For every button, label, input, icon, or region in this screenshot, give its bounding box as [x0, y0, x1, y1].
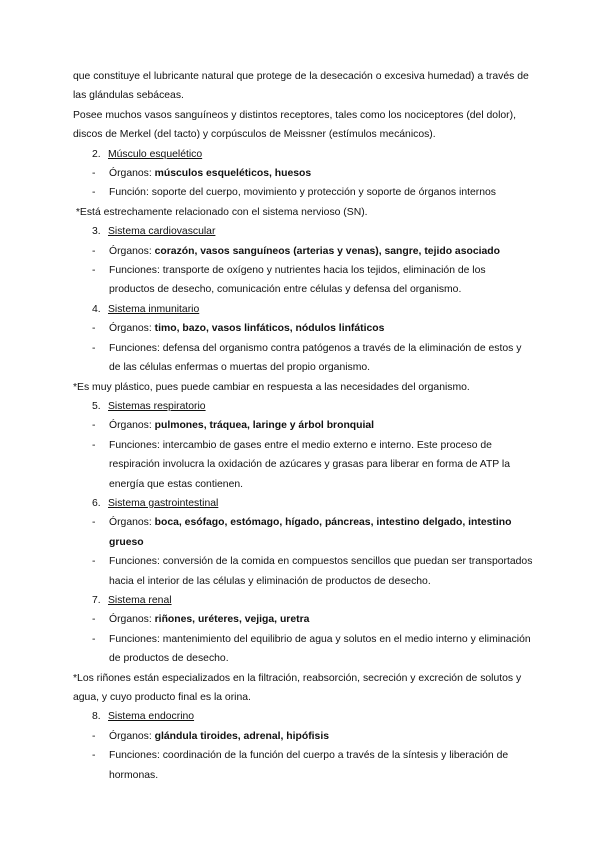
- organs-list: glándula tiroides, adrenal, hipófisis: [154, 730, 330, 742]
- organs-item: [73, 164, 533, 183]
- bullet-dash: -: [92, 420, 96, 432]
- function-item: [73, 746, 533, 785]
- section-title: Sistemas respiratorio: [108, 400, 206, 412]
- section-heading: [73, 494, 533, 513]
- bullet-dash: -: [92, 245, 96, 257]
- section-note: *Es muy plástico, pues puede cambiar en respuesta a las necesidades del organismo.: [73, 381, 470, 393]
- function-label: Funciones:: [109, 556, 163, 568]
- organs-list: riñones, uréteres, vejiga, uretra: [154, 614, 310, 626]
- organs-list: timo, bazo, vasos linfáticos, nódulos linfáticos: [154, 323, 385, 335]
- bullet-dash: -: [92, 187, 96, 199]
- function-label: Funciones:: [109, 342, 163, 354]
- section-title: Sistema cardiovascular: [108, 226, 216, 238]
- organs-list: pulmones, tráquea, laringe y árbol bronquial: [154, 420, 375, 432]
- section-number: 3.: [92, 226, 101, 238]
- bullet-dash: -: [92, 750, 96, 762]
- function-label: Funciones:: [109, 439, 163, 451]
- function-text: transporte de oxígeno y nutrientes hacia los tejidos, eliminación de los productos de desecho, comunicación entre células y defensa del organismo.: [109, 265, 486, 296]
- function-text: coordinación de la función del cuerpo a través de la síntesis y liberación de hormonas.: [109, 750, 509, 781]
- organs-list: músculos esqueléticos, huesos: [154, 168, 312, 180]
- bullet-dash: -: [92, 614, 96, 626]
- function-item: [73, 261, 533, 300]
- function-item: [73, 183, 533, 202]
- organs-item: [73, 610, 533, 629]
- section-number: 2.: [92, 148, 101, 160]
- bullet-dash: -: [92, 265, 96, 277]
- organs-item: [73, 416, 533, 435]
- section-number: 7.: [92, 594, 101, 606]
- bullet-dash: -: [92, 323, 96, 335]
- function-item: [73, 339, 533, 378]
- organs-label: Órganos:: [109, 517, 155, 529]
- bullet-dash: -: [92, 439, 96, 451]
- section-heading: [73, 222, 533, 241]
- function-text: conversión de la comida en compuestos sencillos que puedan ser transportados hacia el interior de las células y eliminación de productos de desecho.: [109, 556, 533, 587]
- section-number: 5.: [92, 400, 101, 412]
- organs-label: Órganos:: [109, 168, 155, 180]
- section-heading: [73, 707, 533, 726]
- function-label: Funciones:: [109, 633, 163, 645]
- section-note: *Los riñones están especializados en la filtración, reabsorción, secreción y excreción de solutos y agua, y cuyo producto final es la orina.: [73, 672, 522, 703]
- bullet-dash: -: [92, 517, 96, 529]
- intro-paragraph-2: Posee muchos vasos sanguíneos y distintos receptores, tales como los nociceptores (del dolor), discos de Merkel (del tacto) y corpúsculos de Meissner (estímulos mecánicos).: [73, 109, 516, 141]
- section-heading: [73, 397, 533, 416]
- function-item: [73, 552, 533, 591]
- section-number: 8.: [92, 711, 101, 723]
- organs-label: Órganos:: [109, 323, 155, 335]
- organs-label: Órganos:: [109, 245, 155, 257]
- section-number: 6.: [92, 497, 101, 509]
- intro-paragraph-1: que constituye el lubricante natural que protege de la desecación o excesiva humedad) a través de las glándulas sebáceas.: [73, 71, 529, 102]
- organs-list: corazón, vasos sanguíneos (arterias y venas), sangre, tejido asociado: [154, 245, 500, 257]
- function-text: defensa del organismo contra patógenos a través de la eliminación de estos y de las células enfermas o muertas del propio organismo.: [109, 342, 522, 374]
- organs-list: boca, esófago, estómago, hígado, páncreas, intestino delgado, intestino grueso: [109, 517, 512, 548]
- section-title: Sistema endocrino: [108, 711, 195, 723]
- function-text: mantenimiento del equilibrio de agua y solutos en el medio interno y eliminación de productos de desecho.: [109, 633, 531, 665]
- function-label: Función:: [109, 187, 152, 199]
- function-label: Funciones:: [109, 750, 163, 762]
- organs-item: [73, 513, 533, 552]
- organs-label: Órganos:: [109, 614, 155, 626]
- organs-item: [73, 727, 533, 746]
- function-text: soporte del cuerpo, movimiento y protección y soporte de órganos internos: [151, 187, 496, 199]
- section-title: Sistema renal: [108, 594, 172, 606]
- function-item: [73, 630, 533, 669]
- document-page: [73, 67, 533, 785]
- function-text: intercambio de gases entre el medio externo e interno. Este proceso de respiración involucra la oxidación de azúcares y grasas para liberar en forma de ATP la energía que estas contienen.: [109, 439, 511, 490]
- function-label: Funciones:: [109, 265, 163, 277]
- section-heading: [73, 300, 533, 319]
- bullet-dash: -: [92, 730, 96, 742]
- section-title: Sistema gastrointestinal: [108, 497, 219, 509]
- organs-label: Órganos:: [109, 730, 155, 742]
- organs-label: Órganos:: [109, 420, 155, 432]
- bullet-dash: -: [92, 168, 96, 180]
- section-number: 4.: [92, 303, 101, 315]
- section-title: Músculo esquelético: [108, 148, 203, 160]
- organs-item: [73, 319, 533, 338]
- section-heading: [73, 591, 533, 610]
- bullet-dash: -: [92, 342, 96, 354]
- section-title: Sistema inmunitario: [108, 303, 200, 315]
- section-note: *Está estrechamente relacionado con el sistema nervioso (SN).: [73, 206, 368, 218]
- function-item: [73, 436, 533, 494]
- bullet-dash: -: [92, 633, 96, 645]
- organs-item: [73, 242, 533, 261]
- bullet-dash: -: [92, 556, 96, 568]
- section-heading: [73, 145, 533, 164]
